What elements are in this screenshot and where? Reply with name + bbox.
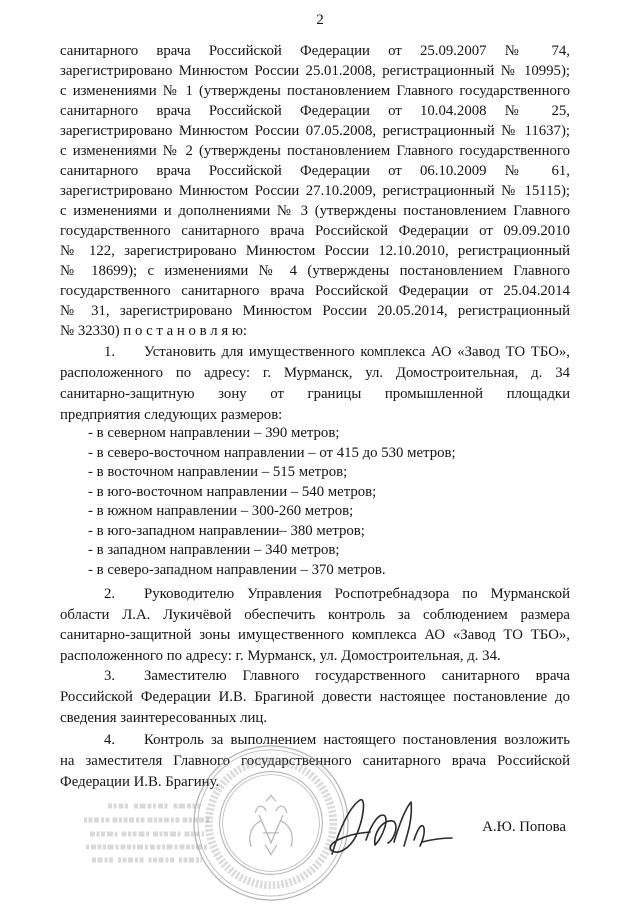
item-line: на заместителя Главного государственного санитарного врача Российской — [60, 752, 570, 769]
zone-size-item: - в северо-западном направлении – 370 метров. — [88, 561, 386, 578]
preamble-paragraph — [60, 41, 570, 341]
resolution-item-2 — [60, 584, 570, 666]
item-line: санитарно-защитную зону от границы промышленной площадки — [60, 386, 570, 402]
item-line: расположенного по адресу: г. Мурманск, ул. Домостроительная, д. 34 — [60, 365, 570, 381]
preamble-line: № 31, зарегистрировано Минюстом России 20.05.2014, регистрационный — [60, 303, 570, 319]
zone-size-item: - в северном направлении – 390 метров; — [88, 425, 340, 441]
zone-size-item: - в юго-западном направлении– 380 метров; — [88, 522, 365, 539]
preamble-line: санитарного врача Российской Федерации от 25.09.2007 № 74, — [60, 43, 570, 59]
zone-size-item: - в северо-восточном направлении – от 415 до 530 метров; — [88, 444, 456, 461]
preamble-line: государственного санитарного врача Российской Федерации от 09.09.2010 — [60, 223, 570, 239]
resolution-item-3 — [60, 666, 570, 729]
signature — [318, 788, 458, 868]
item-line — [60, 584, 570, 605]
item-line: сведения заинтересованных лиц. — [60, 710, 268, 726]
item-text: Руководителю Управления Роспотребнадзора по Мурманской — [144, 586, 570, 602]
item-line: Российской Федерации И.В. Брагиной довести настоящее постановление до — [60, 689, 570, 705]
zone-size-item: - в восточном направлении – 515 метров; — [88, 464, 348, 480]
zone-size-item: - в юго-восточном направлении – 540 метров; — [88, 483, 377, 500]
zone-size-item: - в южном направлении – 300-260 метров; — [88, 503, 354, 519]
item-text: Заместителю Главного государственного санитарного врача — [144, 668, 570, 684]
item-line — [60, 342, 570, 363]
preamble-line: № 122, зарегистрировано Минюстом России 12.10.2010, регистрационный — [60, 243, 570, 259]
item-line: Федерации И.В. Брагину. — [60, 773, 220, 790]
item-line: предприятия следующих размеров: — [60, 407, 283, 423]
zone-size-list — [60, 424, 570, 580]
preamble-line: государственного санитарного врача Российской Федерации от 25.04.2014 — [60, 283, 570, 299]
preamble-line: санитарного врача Российской Федерации от 10.04.2008 № 25, — [60, 103, 570, 119]
preamble-line: с изменениями № 2 (утверждены постановлением Главного государственного — [60, 143, 570, 159]
item-text: Установить для имущественного комплекса АО «Завод ТО ТБО», — [144, 344, 570, 360]
preamble-line: № 32330) п о с т а н о в л я ю: — [60, 323, 248, 339]
preamble-line: с изменениями и дополнениями № 3 (утверждены постановлением Главного — [60, 203, 570, 219]
item-number: 1. — [104, 344, 116, 360]
item-text: Контроль за выполнением настоящего постановления возложить — [144, 731, 570, 748]
preamble-line: санитарного врача Российской Федерации от 06.10.2009 № 61, — [60, 163, 570, 179]
item-number: 2. — [104, 586, 116, 602]
preamble-line: зарегистрировано Минюстом России 27.10.2009, регистрационный № 15115); — [60, 183, 570, 199]
zone-size-item: - в западном направлении – 340 метров; — [88, 542, 340, 558]
item-number: 4. — [104, 731, 116, 748]
item-line: области Л.А. Лукичёвой обеспечить контроль за соблюдением размера — [60, 606, 570, 623]
eagle-emblem-icon — [250, 795, 293, 854]
item-line: санитарно-защитной зоны имущественного комплекса АО «Завод ТО ТБО», — [60, 627, 570, 643]
item-line — [60, 666, 570, 687]
page-number: 2 — [316, 12, 324, 28]
signatory-name: А.Ю. Попова — [482, 819, 566, 835]
preamble-line: зарегистрировано Минюстом России 25.01.2008, регистрационный № 10995); — [60, 63, 570, 79]
item-number: 3. — [104, 668, 116, 684]
preamble-line: зарегистрировано Минюстом России 07.05.2008, регистрационный № 11637); — [60, 123, 570, 139]
resolution-item-1 — [60, 342, 570, 426]
preamble-line: № 18699); с изменениями № 4 (утверждены постановлением Главного — [60, 263, 570, 279]
item-line: расположенного по адресу: г. Мурманск, ул. Домостроительная, д. 34. — [60, 647, 501, 664]
preamble-line: с изменениями № 1 (утверждены постановлением Главного государственного — [60, 83, 570, 99]
